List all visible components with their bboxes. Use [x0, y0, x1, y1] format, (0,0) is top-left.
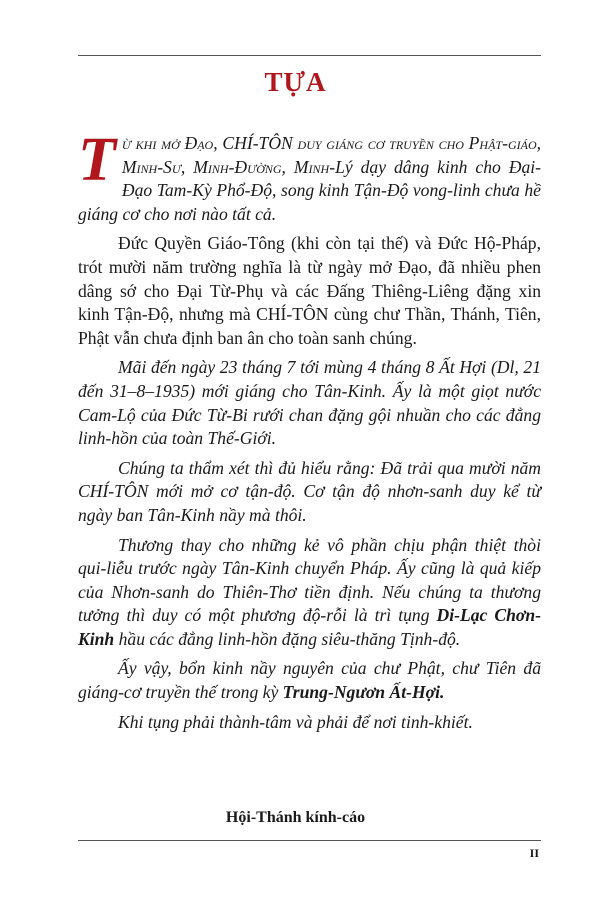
paragraph-2: Đức Quyền Giáo-Tông (khi còn tại thế) và Đức Hộ-Pháp, trót mười năm trường nghĩa là từ ngày mở Đạo, đã nhiều phen dâng sớ cho Đại Từ-Phụ và các Đấng Thiêng-Liêng đặng xin kinh Tận-Độ, nhưng mà CHÍ-TÔN cùng chư Thần, Thánh, Tiên, Phật vẫn chưa định ban ân cho toàn sanh chúng.: [78, 233, 541, 348]
p6-era-name: Trung-Ngươn Ất-Hợi.: [282, 682, 445, 703]
intro-lead-1: ừ khi mở Đạo,: [121, 133, 223, 153]
paragraph-intro: [78, 126, 542, 226]
paragraph-5: [78, 534, 541, 652]
intro-chi-ton: CHÍ-TÔN: [222, 133, 293, 153]
p5-kinh-name: Di-Lạc Chơn-Kinh: [78, 605, 541, 649]
p5-text-a: Thương thay cho những kẻ vô phần chịu phận thiệt thòi qui-liễu trước ngày Tân-Kinh chuyển Pháp. Ấy cũng là quả kiếp của Nhơn-sanh do Thiên-Thơ tiền định. Nếu chúng ta thương tưởng thì duy có một phương độ-rỗi là trì tụng: [78, 534, 541, 626]
paragraph-4: Chúng ta thẩm xét thì đủ hiểu rằng: Đã trải qua mười năm CHÍ-TÔN mới mở cơ tận-độ. Cơ tận độ nhơn-sanh duy kể từ ngày ban Tân-Kinh nầy mà thôi.: [78, 457, 541, 525]
paragraph-7: Khi tụng phải thành-tâm và phải để nơi tinh-khiết.: [118, 711, 473, 732]
intro-rest: Lý dạy dâng kinh cho Đại-Đạo Tam-Kỳ Phổ-Độ, song kinh Tận-Độ vong-linh chưa hề giáng cơ cho nơi nào tất cả.: [78, 156, 541, 224]
page-number: II: [529, 846, 539, 860]
signature: Hội-Thánh kính-cáo: [225, 809, 366, 826]
paragraph-3: Mãi đến ngày 23 tháng 7 tới mùng 4 tháng 8 Ất Hợi (Dl, 21 đến 31–8–1935) mới giáng cho Tân-Kinh. Ấy là một giọt nước Cam-Lộ của Đức Từ-Bi rưới chan đặng gội nhuần cho các đẳng linh-hồn của toàn Thế-Giới.: [78, 357, 541, 449]
body-text: [78, 126, 542, 740]
intro-lead-2: duy giáng cơ truyền cho Phật-giáo, Minh-Sư, Minh-Đường, Minh-: [121, 133, 542, 177]
bottom-rule: [78, 840, 541, 841]
top-rule: [78, 55, 541, 56]
drop-cap: T: [78, 126, 116, 194]
paragraph-6: [78, 657, 541, 704]
p6-text-a: Ấy vậy, bổn kinh nầy nguyên của chư Phật, chư Tiên đã giáng-cơ truyền thế trong kỳ: [78, 658, 541, 703]
page-title: TỰA: [264, 67, 327, 97]
p5-text-c: hầu các đẳng linh-hồn đặng siêu-thăng Tịnh-độ.: [114, 628, 461, 649]
